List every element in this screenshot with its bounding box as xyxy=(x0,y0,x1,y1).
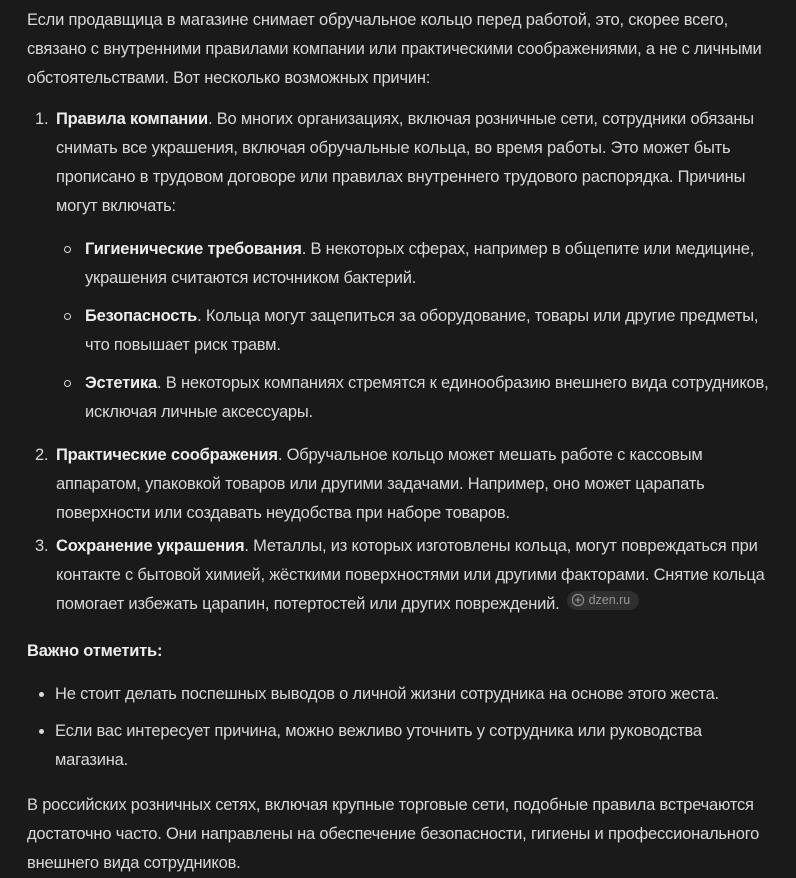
item-title: Правила компании xyxy=(56,110,208,128)
dot-bullet-icon xyxy=(27,680,55,709)
item-number: 3. xyxy=(35,537,49,555)
item-title: Сохранение украшения xyxy=(56,537,245,555)
citation-source-label: dzen.ru xyxy=(588,592,631,607)
sub-item-title: Безопасность xyxy=(85,307,198,325)
circle-bullet-icon xyxy=(56,369,85,427)
sub-bullet-item xyxy=(56,302,770,360)
note-heading: Важно отметить: xyxy=(27,642,163,660)
item-paragraph xyxy=(56,441,770,528)
item-text: . Во многих организациях, включая розничные сети, сотрудники обязаны снимать все украшения, включая обручальные кольца, во время работы. Это может быть прописано в трудовом договоре или правилах внутреннего трудового распорядка. Причины могут включать: xyxy=(56,110,754,215)
sub-item-text: . Кольца могут зацепиться за оборудование, товары или другие предметы, что повышает риск травм. xyxy=(85,307,759,354)
item-text: . Обручальное кольцо может мешать работе с кассовым аппаратом, упаковкой товаров или другими задачами. Например, оно может царапать поверхности или создавать неудобства при наборе товаров. xyxy=(56,446,705,522)
bullet-text: Если вас интересует причина, можно вежливо уточнить у сотрудника или руководства магазина. xyxy=(55,722,702,769)
numbered-item-3 xyxy=(27,532,770,619)
bullet-item xyxy=(27,717,770,775)
bullet-list xyxy=(27,680,770,775)
sub-item-text: . В некоторых компаниях стремятся к единообразию внешнего вида сотрудников, исключая личные аксессуары. xyxy=(85,374,769,421)
bullet-item xyxy=(27,680,770,709)
dzen-citation-badge[interactable] xyxy=(567,591,640,610)
sub-bullet-item xyxy=(56,235,770,293)
dot-bullet-icon xyxy=(27,717,55,775)
sub-bullet-list xyxy=(56,235,770,427)
closing-paragraph: В российских розничных сетях, включая крупные торговые сети, подобные правила встречаются достаточно часто. Они направлены на обеспечение безопасности, гигиены и профессионального внешнего вида сотрудников. xyxy=(27,796,760,872)
sub-bullet-item xyxy=(56,369,770,427)
circle-bullet-icon xyxy=(56,235,85,293)
item-number: 2. xyxy=(35,446,49,464)
circle-bullet-icon xyxy=(56,302,85,360)
bullet-text: Не стоит делать поспешных выводов о личной жизни сотрудника на основе этого жеста. xyxy=(55,685,719,703)
item-text: . Металлы, из которых изготовлены кольца, могут повреждаться при контакте с бытовой химией, жёсткими поверхностями или другими факторами. Снятие кольца помогает избежать царапин, потертостей или других повреждений. xyxy=(56,537,765,613)
sub-item-text: . В некоторых сферах, например в общепите или медицине, украшения считаются источником бактерий. xyxy=(85,240,755,287)
item-paragraph xyxy=(56,105,770,221)
numbered-item-1 xyxy=(27,105,770,427)
intro-paragraph: Если продавщица в магазине снимает обручальное кольцо перед работой, это, скорее всего, связано с внутренними правилами компании или практическими соображениями, а не с личными обстоятельствами. Вот несколько возможных причин: xyxy=(27,11,762,87)
numbered-item-2 xyxy=(27,441,770,528)
sub-item-title: Эстетика xyxy=(85,374,158,392)
sub-item-paragraph xyxy=(85,302,770,360)
sub-item-title: Гигиенические требования xyxy=(85,240,302,258)
dzen-plus-circle-icon xyxy=(571,593,585,607)
item-paragraph xyxy=(56,532,770,619)
numbered-list xyxy=(27,105,770,619)
item-number: 1. xyxy=(35,110,49,128)
item-title: Практические соображения xyxy=(56,446,278,464)
sub-item-paragraph xyxy=(85,235,770,293)
sub-item-paragraph xyxy=(85,369,770,427)
